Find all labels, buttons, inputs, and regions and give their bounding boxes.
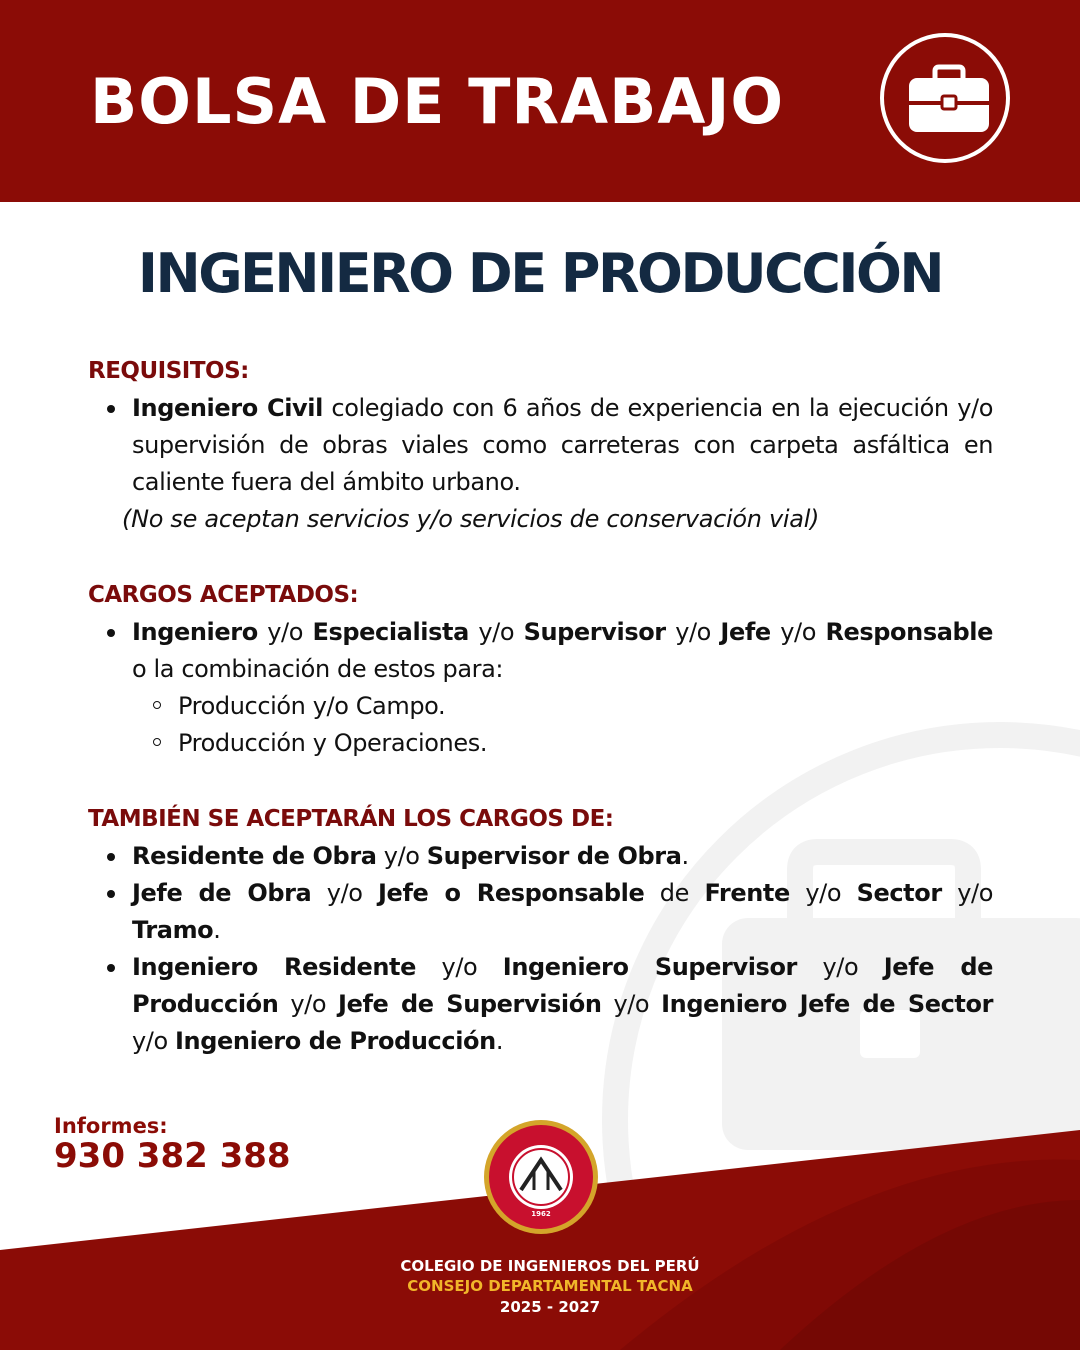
section-heading-tambien: TAMBIÉN SE ACEPTARÁN LOS CARGOS DE:: [88, 806, 614, 832]
footer-council: CONSEJO DEPARTAMENTAL TACNA: [407, 1277, 693, 1295]
job-title: INGENIERO DE PRODUCCIÓN: [137, 242, 943, 305]
cargos-sublist: [132, 688, 993, 762]
connector-text: de: [644, 879, 705, 907]
bold-term: Jefe o Responsable: [378, 879, 645, 907]
cip-seal-logo: [482, 1118, 600, 1236]
bold-term: Especialista: [312, 618, 469, 646]
footer-org: COLEGIO DE INGENIEROS DEL PERÚ: [400, 1257, 700, 1275]
header-title: BOLSA DE TRABAJO: [90, 65, 785, 138]
bold-term: Frente: [704, 879, 790, 907]
bold-term: Jefe: [720, 618, 771, 646]
connector-text: y/o: [665, 618, 721, 646]
connector-text: y/o: [796, 953, 884, 981]
bold-term: Ingeniero Residente: [132, 953, 416, 981]
section-heading-cargos: CARGOS ACEPTADOS:: [88, 582, 359, 608]
bold-term: Residente de Obra: [132, 842, 377, 870]
bold-term: Ingeniero Civil: [132, 394, 323, 422]
briefcase-badge: [880, 33, 1010, 163]
connector-text: o la combinación de estos para:: [132, 655, 504, 683]
bold-term: Tramo: [132, 916, 214, 944]
job-content: [88, 352, 993, 1060]
contact-phone[interactable]: 930 382 388: [54, 1136, 291, 1176]
header-banner: [0, 0, 1080, 202]
bold-term: Jefe de Obra: [132, 879, 312, 907]
bold-term: Ingeniero Supervisor: [502, 953, 797, 981]
seal-year: 1962: [531, 1210, 551, 1218]
bold-term: Ingeniero de Producción: [175, 1027, 496, 1055]
cargos-list: [88, 614, 993, 762]
connector-text: y/o: [132, 1027, 176, 1055]
connector-text: y/o: [376, 842, 427, 870]
footer-years: 2025 - 2027: [499, 1298, 601, 1316]
list-item: [132, 949, 993, 1060]
connector-text: y/o: [601, 990, 662, 1018]
tambien-list: [88, 838, 993, 1060]
sublist-item: Producción y Operaciones.: [178, 725, 993, 762]
bold-term: Jefe de Producción: [132, 953, 993, 1018]
bold-term: Responsable: [825, 618, 993, 646]
connector-text: y/o: [311, 879, 379, 907]
bold-term: Ingeniero Jefe de Sector: [661, 990, 994, 1018]
list-item: [132, 838, 993, 875]
connector-text: y/o: [941, 879, 993, 907]
connector-text: y/o: [468, 618, 524, 646]
bold-term: Ingeniero: [132, 618, 258, 646]
bold-term: Jefe de Supervisión: [338, 990, 602, 1018]
requisitos-list: [88, 390, 993, 501]
section-heading-requisitos: REQUISITOS:: [88, 358, 249, 384]
item-text: colegiado con 6 años de experiencia en la ejecución y/o supervisión de obras viales como carreteras con carpeta asfáltica en caliente fuera del ámbito urbano.: [132, 394, 993, 496]
list-item: [132, 875, 993, 949]
list-item: [132, 614, 993, 762]
sublist-item: Producción y/o Campo.: [178, 688, 993, 725]
list-item: [132, 390, 993, 501]
connector-text: .: [495, 1027, 504, 1055]
briefcase-icon: [908, 64, 990, 134]
connector-text: y/o: [789, 879, 857, 907]
bold-term: Supervisor de Obra: [426, 842, 682, 870]
connector-text: y/o: [257, 618, 313, 646]
requisitos-note: (No se aceptan servicios y/o servicios de conservación vial): [122, 505, 820, 533]
connector-text: .: [681, 842, 689, 870]
contact-label: Informes:: [54, 1114, 168, 1138]
connector-text: y/o: [770, 618, 826, 646]
connector-text: y/o: [278, 990, 339, 1018]
connector-text: y/o: [416, 953, 503, 981]
bold-term: Sector: [856, 879, 942, 907]
bold-term: Supervisor: [523, 618, 666, 646]
connector-text: .: [213, 916, 221, 944]
